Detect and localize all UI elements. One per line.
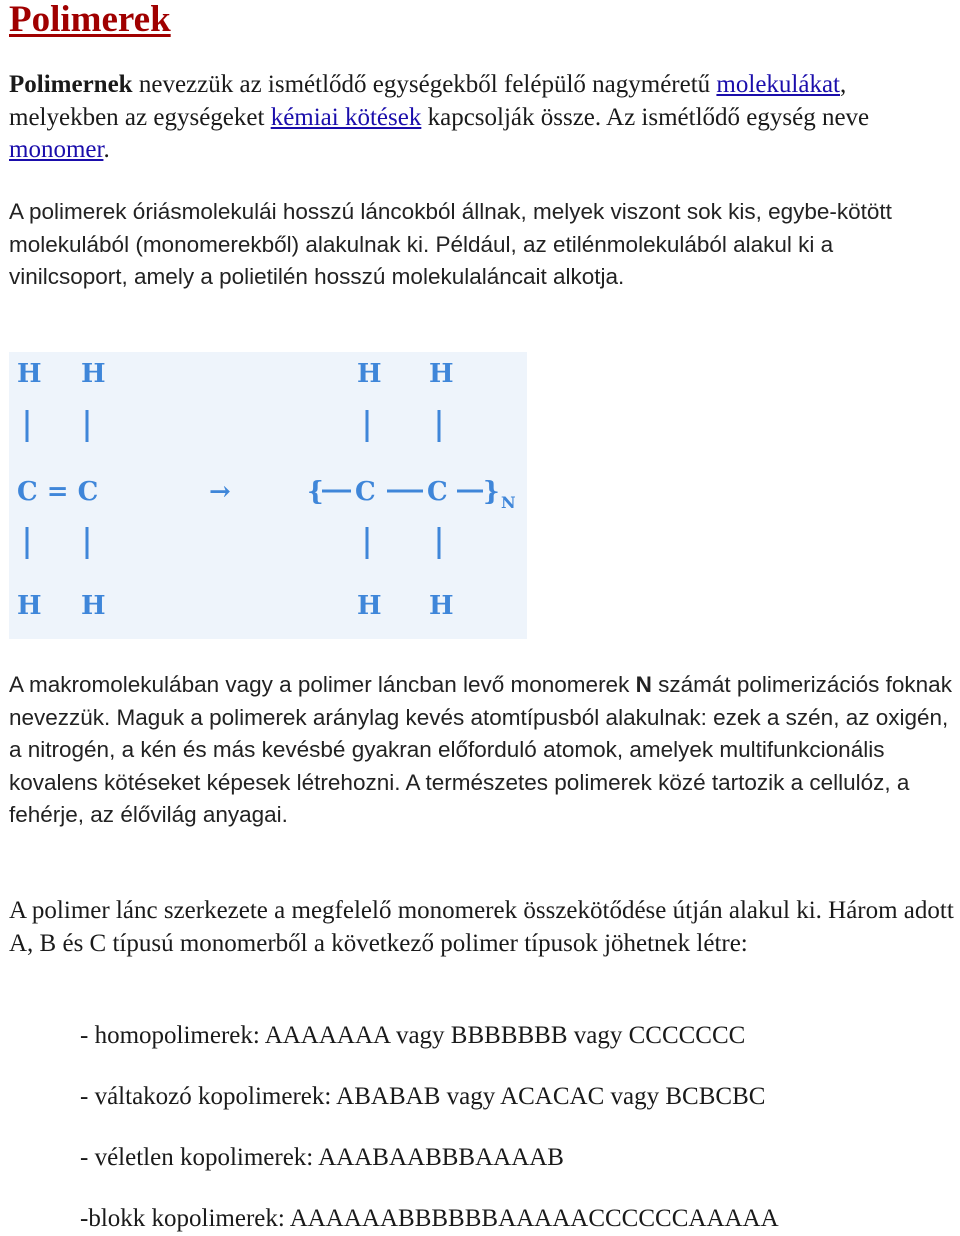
diagram-svg [9,352,527,639]
right-carbon-2: C [427,477,448,507]
paragraph-degree [9,669,954,832]
paragraph-definition [9,69,954,167]
right-brace-close: } [483,477,500,507]
right-brace-open: { [307,477,324,507]
left-top-h2: H [81,359,106,389]
right-top-h1: H [357,359,382,389]
list-item-random: - véletlen kopolimerek: AAABAABBBAAAAB [80,1144,564,1171]
left-double-bond: C = C [17,477,99,507]
left-top-h1: H [17,359,42,389]
link-kemiai-kotesek[interactable]: kémiai kötések [270,103,422,131]
paragraph-structure: A polimer lánc szerkezete a megfelelő monomerek összekötődése útján alakul ki. Három adott A, B és C típusú monomerből a következő polimer típusok jöhetnek létre: [9,897,954,957]
p1-text-2: , melyekben az egységeket [9,71,847,131]
right-bottom-h2: H [429,591,454,621]
paragraph-chains: A polimerek óriásmolekulái hosszú láncokból állnak, melyek viszont sok kis, egybe-kötött molekulából (monomerekből) alakulnak ki. Például, az etilénmolekulából alakul ki a vinilcsoport, amely a polietilén hosszú molekulaláncait alkotja. [9,199,892,289]
right-subscript-n: N [501,493,516,512]
reaction-arrow-icon: → [209,477,231,507]
page-title: Polimerek [9,0,171,40]
list-item-alternating: - váltakozó kopolimerek: ABABAB vagy ACACAC vagy BCBCBC [80,1083,766,1110]
right-bottom-h1: H [357,591,382,621]
right-top-h2: H [429,359,454,389]
right-carbon-1: C [355,477,376,507]
symbol-n: N [635,672,652,697]
p3-text-2: számát polimerizációs foknak nevezzük. Maguk a polimerek aránylag kevés atomtípusból alakulnak: ezek a szén, az oxigén, a nitrogén, a kén és más kevésbé gyakran előforduló atomok, amelyek multifunkcionális kovalens kötéseket képesek létrehozni. A természetes polimerek közé tartozik a cellulóz, a fehérje, az élővilág anyagai. [9,672,952,827]
list-item-block: -blokk kopolimerek: AAAAAABBBBBBAAAAACCCCCCAAAAA [80,1205,779,1232]
term-polimernek: Polimernek [9,71,133,98]
left-bottom-h1: H [17,591,42,621]
link-monomer[interactable]: monomer [9,136,104,163]
ethylene-polymerization-diagram [9,352,527,639]
link-molekulakat[interactable]: molekulákat [716,71,840,98]
p1-text-1: nevezzük az ismétlődő egységekből felépülő nagyméretű [132,71,717,98]
p3-text-1: A makromolekulában vagy a polimer láncban levő monomerek [9,672,636,697]
p1-text-4: . [103,136,110,163]
left-bottom-h2: H [81,591,106,621]
list-item-homopolymers: - homopolimerek: AAAAAAA vagy BBBBBBB vagy CCCCCCC [80,1022,746,1049]
p1-text-3: kapcsolják össze. Az ismétlődő egység neve [421,103,870,131]
